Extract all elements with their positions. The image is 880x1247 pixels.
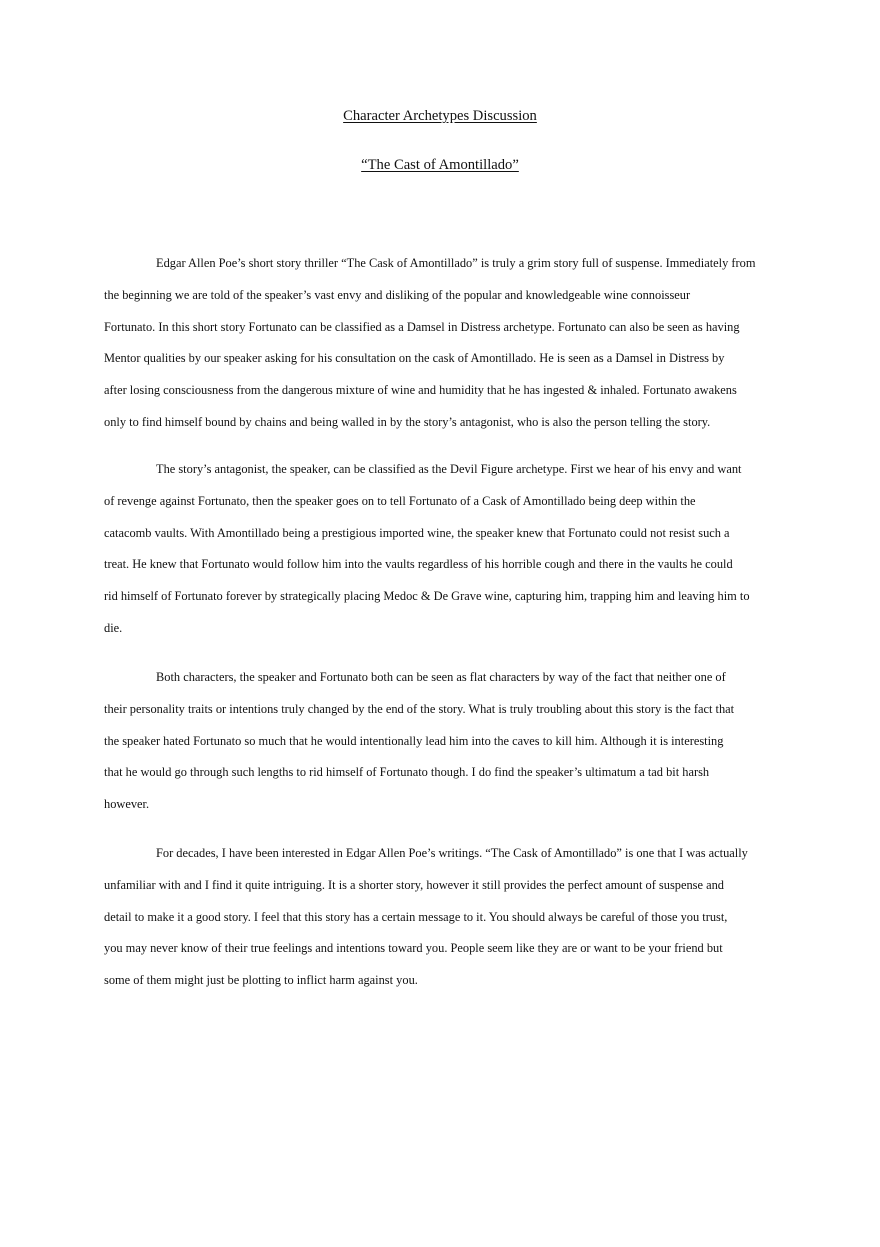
paragraph-line: Edgar Allen Poe’s short story thriller “The Cask of Amontillado” is truly a grim story full of suspense. Immediately from — [156, 256, 756, 270]
paragraph-line: Both characters, the speaker and Fortunato both can be seen as flat characters by way of the fact that neither one of — [156, 670, 726, 684]
paragraph-2 — [104, 454, 784, 645]
paragraph-line: Mentor qualities by our speaker asking for his consultation on the cask of Amontillado. He is seen as a Damsel in Distress by — [104, 351, 725, 366]
paragraph-line: unfamiliar with and I find it quite intriguing. It is a shorter story, however it still provides the perfect amount of suspense and — [104, 877, 724, 892]
paragraph-line: detail to make it a good story. I feel that this story has a certain message to it. You should always be careful of those you trust, — [104, 909, 728, 924]
paragraph-line: after losing consciousness from the dangerous mixture of wine and humidity that he has ingested & inhaled. Fortunato awakens — [104, 383, 737, 398]
paragraph-4 — [104, 838, 784, 997]
paragraph-line: rid himself of Fortunato forever by strategically placing Medoc & De Grave wine, capturing him, trapping him and leaving him to — [104, 589, 750, 604]
paragraph-line: die. — [104, 620, 123, 635]
paragraph-line: some of them might just be plotting to inflict harm against you. — [104, 973, 418, 988]
paragraph-1 — [104, 248, 784, 439]
document-title — [0, 107, 880, 125]
paragraph-line: For decades, I have been interested in Edgar Allen Poe’s writings. “The Cask of Amontillado” is one that I was actually — [156, 846, 748, 860]
paragraph-line: you may never know of their true feelings and intentions toward you. People seem like they are or want to be your friend but — [104, 941, 723, 956]
paragraph-line: catacomb vaults. With Amontillado being a prestigious imported wine, the speaker knew that Fortunato could not resist such a — [104, 525, 730, 540]
paragraph-line: The story’s antagonist, the speaker, can be classified as the Devil Figure archetype. First we hear of his envy and want — [156, 462, 742, 476]
paragraph-line: treat. He knew that Fortunato would follow him into the vaults regardless of his horrible cough and there in the vaults he could — [104, 557, 733, 572]
paragraph-line: Fortunato. In this short story Fortunato can be classified as a Damsel in Distress archetype. Fortunato can also be seen as having — [104, 319, 740, 334]
document-subtitle — [0, 156, 880, 174]
paragraph-line: of revenge against Fortunato, then the speaker goes on to tell Fortunato of a Cask of Amontillado being deep within the — [104, 493, 696, 508]
paragraph-line: the speaker hated Fortunato so much that he would intentionally lead him into the caves to kill him. Although it is interesting — [104, 733, 724, 748]
paragraph-line: the beginning we are told of the speaker’s vast envy and disliking of the popular and knowledgeable wine connoisseur — [104, 287, 691, 302]
paragraph-line: only to find himself bound by chains and being walled in by the story’s antagonist, who is also the person telling the story. — [104, 414, 711, 429]
document-subtitle-text: “The Cast of Amontillado” — [361, 157, 519, 173]
paragraph-line: however. — [104, 797, 150, 812]
paragraph-line: their personality traits or intentions truly changed by the end of the story. What is truly troubling about this story is the fact that — [104, 701, 735, 716]
paragraph-line: that he would go through such lengths to rid himself of Fortunato though. I do find the speaker’s ultimatum a tad bit harsh — [104, 765, 710, 780]
document-title-text: Character Archetypes Discussion — [343, 108, 537, 124]
paragraph-3 — [104, 662, 784, 821]
